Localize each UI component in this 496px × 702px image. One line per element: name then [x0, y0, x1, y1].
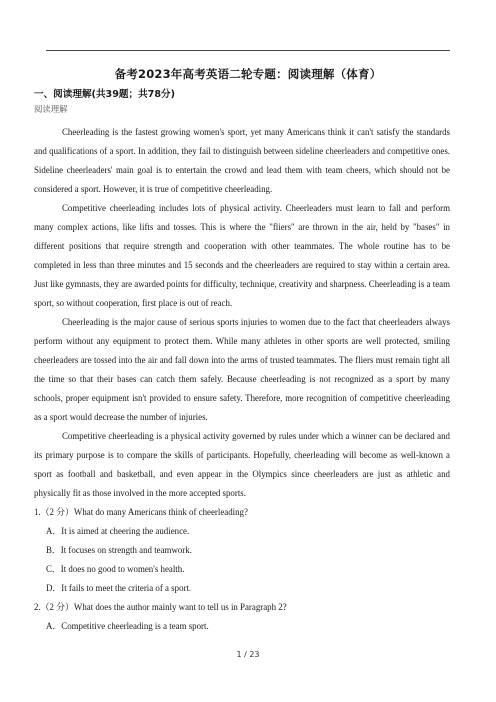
answer-option: A．It is aimed at cheering the audience. [46, 526, 190, 536]
answer-option: D．It fails to meet the criteria of a sport. [46, 583, 192, 593]
answer-option: B．It focuses on strength and teamwork. [46, 545, 192, 555]
section-heading: 一、阅读理解(共39题；共78分) [34, 89, 176, 100]
section-label: 阅读理解 [34, 104, 68, 114]
header-rule [46, 50, 450, 51]
passage-paragraph: Competitive cheerleading includes lots of physical activity. Cheerleaders must learn to fall and perform many complex actions, like lifts and tosses. This is where the "fliers" are thrown in the air, held by "bases" in different positions that require strength and cooperation with other teammates. The whole routine has to be completed in less than three minutes and 15 seconds and the cheerleaders are required to stay within a certain area. Just like gymnasts, they are awarded points for difficulty, technique, creativity and sharpness. Cheerleading is a team sport, so without cooperation, first place is out of reach. [34, 203, 450, 308]
passage-paragraph: Cheerleading is the major cause of serious sports injuries to women due to the fact that cheerleaders always perform without any equipment to protect them. While many athletes in other sports are well protected, smiling cheerleaders are tossed into the air and fall down into the arms of trusted teammates. The fliers must remain tight all the time so that their bases can catch them safely. Because cheerleading is not recognized as a sport by many schools, proper equipment isn't provided to ensure safety. Therefore, more recognition of competitive cheerleading as a sport would decrease the number of injuries. [34, 317, 450, 422]
document-body [34, 123, 450, 636]
document-title: 备考2023年高考英语二轮专题：阅读理解（体育） [114, 67, 382, 81]
page-number: 1 / 23 [236, 650, 260, 659]
answer-option: A．Competitive cheerleading is a team sport. [46, 621, 209, 631]
passage-paragraph: Cheerleading is the fastest growing women's sport, yet many Americans think it can't satisfy the standards and qualifications of a sport. In addition, they fail to distinguish between sideline cheerleaders and competitive ones. Sideline cheerleaders' main goal is to entertain the crowd and lead them with team cheers, which should not be considered a sport. However, it is true of competitive cheerleading. [34, 127, 450, 194]
answer-option: C．It does no good to women's health. [46, 564, 185, 574]
passage-paragraph: Competitive cheerleading is a physical activity governed by rules under which a winner can be declared and its primary purpose is to compare the skills of participants. Hopefully, cheerleading will become as well-known a sport as football and basketball, and even appear in the Olympics since cheerleaders are just as athletic and physically fit as those involved in the more accepted sports. [34, 431, 450, 498]
question-stem: 1.（2 分）What do many Americans think of cheerleading? [34, 507, 248, 517]
question-stem: 2.（2 分）What does the author mainly want to tell us in Paragraph 2? [34, 602, 287, 612]
